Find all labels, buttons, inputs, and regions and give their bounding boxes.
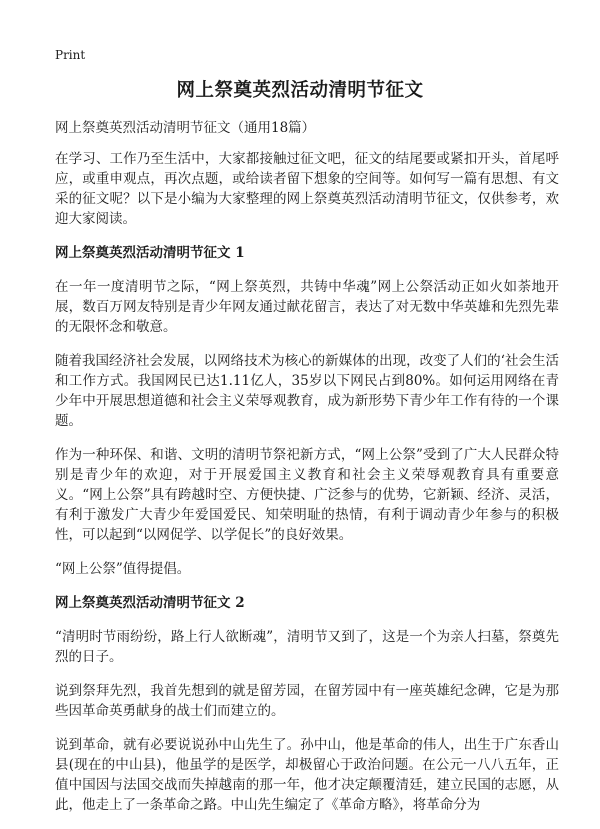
intro-paragraph: 在学习、工作乃至生活中，大家都接触过征文吧，征文的结尾要或紧扣开头，首尾呼应，或重申观点，再次点题，或给读者留下想象的空间等。如何写一篇有思想、有文采的征文呢？以下是小编为大家整理的网上祭奠英烈活动清明节征文，仅供参考，欢迎大家阅读。 [55,151,559,227]
section-heading-2: 网上祭奠英烈活动清明节征文 2 [55,595,245,611]
paragraph: 在一年一度清明节之际，“网上祭英烈，共铸中华魂”网上公祭活动正如火如荼地开展，数百万网友特别是青少年网友通过献花留言，表达了对无数中华英雄和先烈先辈的无限怀念和敬意。 [55,279,559,335]
print-link[interactable]: Print [55,48,86,62]
paragraph: “清明时节雨纷纷，路上行人欲断魂”，清明节又到了，这是一个为亲人扫墓，祭奠先烈的日子。 [55,629,559,665]
section-heading-1: 网上祭奠英烈活动清明节征文 1 [55,245,245,261]
paragraph: 作为一种环保、和谐、文明的清明节祭祀新方式，“网上公祭”受到了广大人民群众特别是青少年的欢迎，对于开展爱国主义教育和社会主义荣辱观教育具有重要意义。“网上公祭”具有跨越时空、方便快捷、广泛参与的优势，它新颖、经济、灵活，有利于激发广大青少年爱国爱民、知荣明耻的热情，有利于调动青少年参与的积极性，可以起到“以网促学、以学促长”的良好效果。 [55,447,559,543]
page-title: 网上祭奠英烈活动清明节征文 [176,80,424,101]
paragraph: 说到革命，就有必要说说孙中山先生了。孙中山，他是革命的伟人，出生于广东香山县(现在的中山县)，他虽学的是医学，却极留心于政治问题。在公元一八八五年，正值中国因与法国交战而失掉越南的那一年，他才决定颠覆清廷，建立民国的志愿，从此，他走上了一条革命之路。中山先生编定了《革命方略》，将革命分为 [55,737,559,813]
article-subtitle: 网上祭奠英烈活动清明节征文（通用18篇） [55,120,316,136]
paragraph: 随着我国经济社会发展，以网络技术为核心的新媒体的出现，改变了人们的‘社会生活和工作方式。我国网民已达1.11亿人，35岁以下网民占到80%。如何运用网络在青少年中开展思想道德和社会主义荣辱观教育，成为新形势下青少年工作有待的一个课题。 [55,353,559,429]
article-body [55,118,559,829]
paragraph: “网上公祭”值得提倡。 [55,561,191,577]
paragraph: 说到祭拜先烈，我首先想到的就是留芳园，在留芳园中有一座英雄纪念碑，它是为那些因革命英勇献身的战士们而建立的。 [55,683,559,719]
